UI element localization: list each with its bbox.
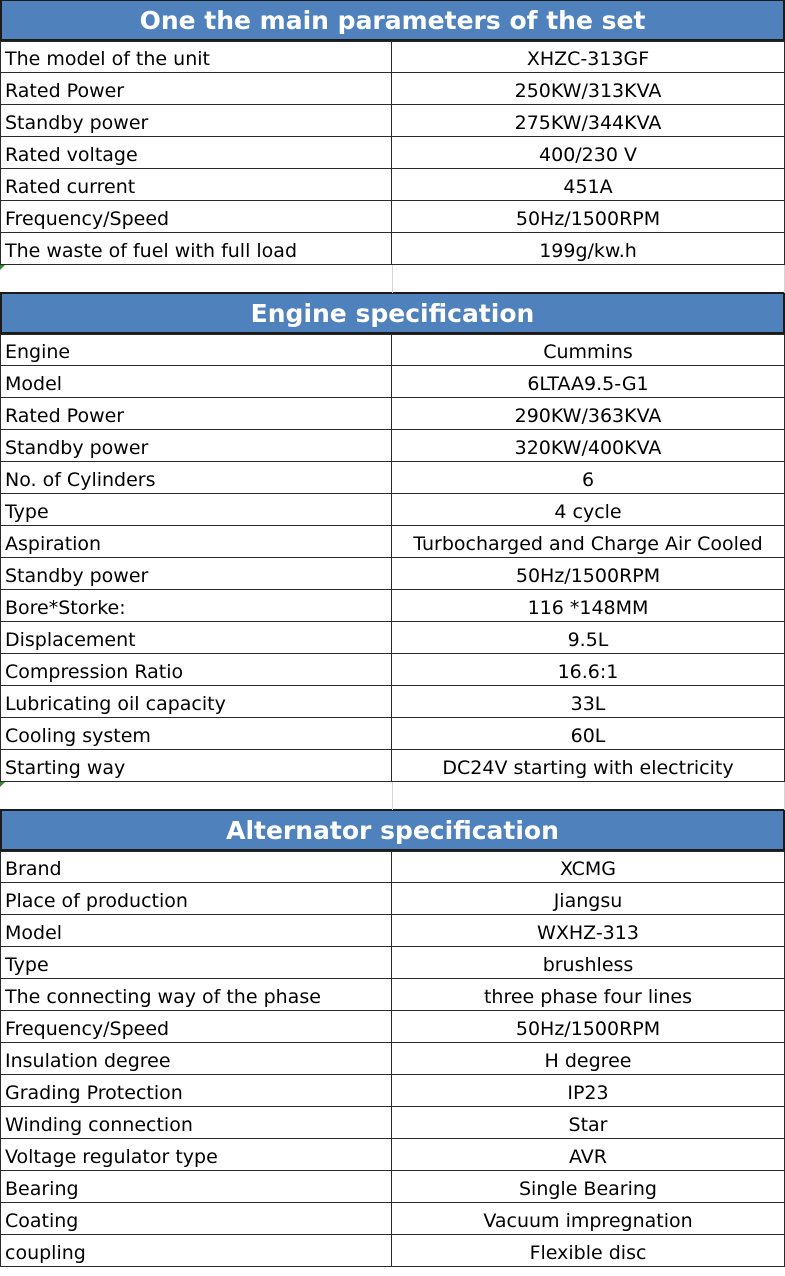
- parameter-label: Insulation degree: [0, 1043, 392, 1074]
- parameter-value: 250KW/313KVA: [392, 73, 785, 104]
- parameter-label: Model: [0, 915, 392, 946]
- parameter-value: 290KW/363KVA: [392, 398, 785, 429]
- parameter-value: Jiangsu: [392, 883, 785, 914]
- parameter-label: Type: [0, 947, 392, 978]
- parameter-value: WXHZ-313: [392, 915, 785, 946]
- parameter-label: The waste of fuel with full load: [0, 233, 392, 264]
- cell-comment-marker-icon: [0, 265, 5, 270]
- blank-spacer-row: [0, 265, 785, 293]
- table-row: [0, 494, 785, 526]
- parameter-value: 275KW/344KVA: [392, 105, 785, 136]
- table-row: [0, 686, 785, 718]
- parameter-label: Compression Ratio: [0, 654, 392, 685]
- table-row: [0, 750, 785, 782]
- parameter-value: Turbocharged and Charge Air Cooled: [392, 526, 785, 557]
- parameter-value: Vacuum impregnation: [392, 1203, 785, 1234]
- parameter-value: 60L: [392, 718, 785, 749]
- section-header-engine-specification: Engine specification: [0, 292, 785, 334]
- parameter-value: 320KW/400KVA: [392, 430, 785, 461]
- table-row: [0, 1011, 785, 1043]
- parameter-value: 9.5L: [392, 622, 785, 653]
- table-row: [0, 73, 785, 105]
- parameter-value: brushless: [392, 947, 785, 978]
- parameter-value: 4 cycle: [392, 494, 785, 525]
- parameter-label: Frequency/Speed: [0, 1011, 392, 1042]
- parameter-value: three phase four lines: [392, 979, 785, 1010]
- table-row: [0, 41, 785, 73]
- parameter-label: Standby power: [0, 558, 392, 589]
- table-row: [0, 366, 785, 398]
- parameter-label: The connecting way of the phase: [0, 979, 392, 1010]
- parameter-value: XCMG: [392, 852, 785, 882]
- parameter-label: Cooling system: [0, 718, 392, 749]
- parameter-value: IP23: [392, 1075, 785, 1106]
- parameter-value: XHZC-313GF: [392, 42, 785, 72]
- parameter-value: 451A: [392, 169, 785, 200]
- table-row: [0, 654, 785, 686]
- parameter-label: Rated Power: [0, 398, 392, 429]
- table-row: [0, 558, 785, 590]
- table-row: [0, 915, 785, 947]
- parameter-value: Flexible disc: [392, 1235, 785, 1266]
- table-row: [0, 105, 785, 137]
- table-row: [0, 590, 785, 622]
- parameter-label: Rated current: [0, 169, 392, 200]
- table-row: [0, 1203, 785, 1235]
- parameter-value: 50Hz/1500RPM: [392, 558, 785, 589]
- parameter-value: DC24V starting with electricity: [392, 750, 785, 781]
- parameter-label: Lubricating oil capacity: [0, 686, 392, 717]
- parameter-value: 6LTAA9.5-G1: [392, 366, 785, 397]
- table-row: [0, 1171, 785, 1203]
- parameter-label: Voltage regulator type: [0, 1139, 392, 1170]
- parameter-label: Rated Power: [0, 73, 392, 104]
- table-row: [0, 622, 785, 654]
- parameter-label: Standby power: [0, 430, 392, 461]
- parameter-value: 199g/kw.h: [392, 233, 785, 264]
- parameter-value: 400/230 V: [392, 137, 785, 168]
- table-row: [0, 201, 785, 233]
- section-header-main-parameters: One the main parameters of the set: [0, 0, 785, 41]
- parameter-label: Bearing: [0, 1171, 392, 1202]
- table-row: [0, 430, 785, 462]
- parameter-label: Aspiration: [0, 526, 392, 557]
- parameter-label: Coating: [0, 1203, 392, 1234]
- parameter-label: The model of the unit: [0, 42, 392, 72]
- table-row: [0, 334, 785, 366]
- table-row: [0, 1107, 785, 1139]
- parameter-value: 50Hz/1500RPM: [392, 201, 785, 232]
- table-row: [0, 1075, 785, 1107]
- table-row: [0, 233, 785, 265]
- table-row: [0, 526, 785, 558]
- cell-comment-marker-icon: [0, 782, 5, 787]
- table-row: [0, 1043, 785, 1075]
- parameter-label: Place of production: [0, 883, 392, 914]
- parameter-label: Type: [0, 494, 392, 525]
- table-row: [0, 979, 785, 1011]
- table-row: [0, 137, 785, 169]
- parameter-label: Bore*Storke:: [0, 590, 392, 621]
- parameter-label: No. of Cylinders: [0, 462, 392, 493]
- parameter-label: Engine: [0, 335, 392, 365]
- table-row: [0, 1139, 785, 1171]
- parameter-label: Rated voltage: [0, 137, 392, 168]
- parameter-value: 50Hz/1500RPM: [392, 1011, 785, 1042]
- table-row: [0, 1235, 785, 1267]
- parameter-label: coupling: [0, 1235, 392, 1266]
- parameter-label: Standby power: [0, 105, 392, 136]
- blank-spacer-row: [0, 782, 785, 810]
- table-row: [0, 947, 785, 979]
- parameter-value: 33L: [392, 686, 785, 717]
- table-row: [0, 169, 785, 201]
- section-header-alternator-specification: Alternator specification: [0, 809, 785, 851]
- parameter-value: AVR: [392, 1139, 785, 1170]
- parameter-value: Single Bearing: [392, 1171, 785, 1202]
- parameter-value: 6: [392, 462, 785, 493]
- table-row: [0, 851, 785, 883]
- parameter-value: 16.6:1: [392, 654, 785, 685]
- parameter-value: Star: [392, 1107, 785, 1138]
- parameter-label: Displacement: [0, 622, 392, 653]
- parameter-label: Starting way: [0, 750, 392, 781]
- parameter-value: H degree: [392, 1043, 785, 1074]
- parameter-label: Model: [0, 366, 392, 397]
- parameter-value: Cummins: [392, 335, 785, 365]
- table-row: [0, 462, 785, 494]
- parameter-label: Grading Protection: [0, 1075, 392, 1106]
- table-row: [0, 718, 785, 750]
- table-row: [0, 883, 785, 915]
- parameter-label: Brand: [0, 852, 392, 882]
- parameter-label: Frequency/Speed: [0, 201, 392, 232]
- parameter-label: Winding connection: [0, 1107, 392, 1138]
- table-row: [0, 398, 785, 430]
- parameter-value: 116 *148MM: [392, 590, 785, 621]
